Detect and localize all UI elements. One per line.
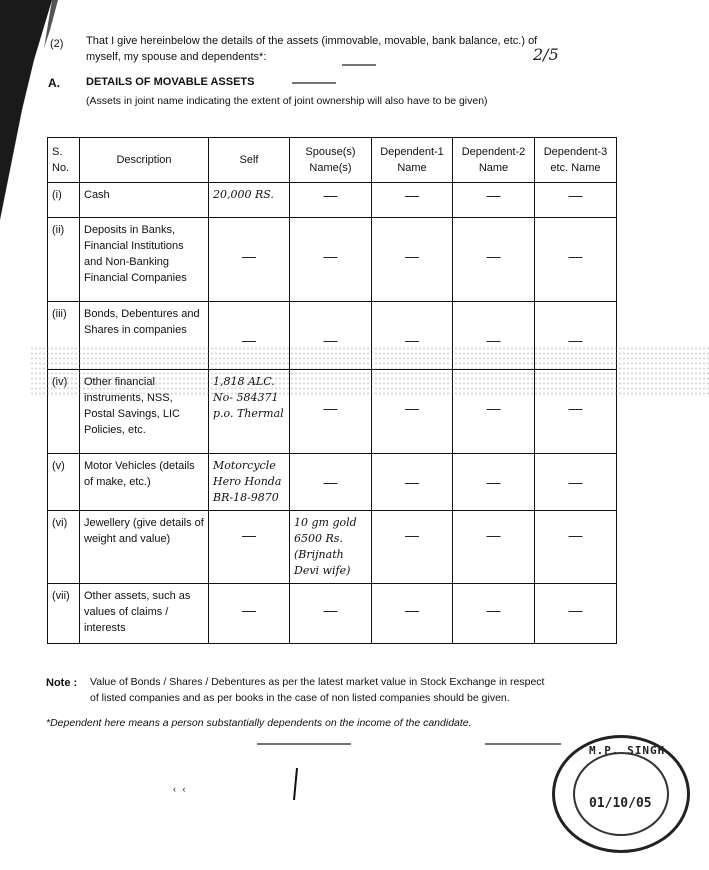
row-description: Deposits in Banks, Financial Institutions and Non-Banking Financial Companies [80,218,209,302]
self-value: 1,818 ALC. No- 584371 p.o. Thermal [209,370,290,454]
table-row [48,183,617,218]
self-value: — [242,602,256,618]
row-description: Other assets, such as values of claims / interests [80,584,209,644]
self-value: Motorcycle Hero Honda BR-18-9870 [209,454,290,511]
handwritten-underline [255,738,565,750]
section-subtitle: (Assets in joint name indicating the extent of joint ownership will also have to be given) [86,95,488,107]
dependent-3-value: — [568,602,583,618]
section-title: DETAILS OF MOVABLE ASSETS [86,76,255,88]
spouse-value: — [323,474,338,490]
row-description: Motor Vehicles (details of make, etc.) [80,454,209,511]
header-dependent-2: Dependent-2 Name [453,138,535,183]
intro-line-1: That I give hereinbelow the details of the assets (immovable, movable, bank balance, etc.) of [86,35,538,47]
header-dependent-1: Dependent-1 Name [372,138,453,183]
stamp-top-text: M.P. SINGH [589,744,666,757]
table-row [48,511,617,584]
section-letter: A. [48,76,60,90]
dependent-3-value: — [568,527,583,543]
dependent-3-value: — [568,474,583,490]
table-row [48,218,617,302]
spouse-value: — [323,248,338,264]
row-sno: (v) [48,454,80,511]
note-line-2: of listed companies and as per books in the case of non listed companies should be given. [90,692,510,704]
dependent-2-value: — [486,474,501,490]
row-sno: (vii) [48,584,80,644]
dependent-1-value: — [405,332,419,348]
dependent-2-value: — [486,400,501,416]
self-value: — [242,332,256,348]
header-sno: S. No. [48,138,80,183]
dependent-2-value: — [486,187,501,203]
item-number: (2) [50,38,64,50]
page-mark: 2/5 [533,45,559,64]
self-value: — [242,527,256,543]
header-dependent-3: Dependent-3 etc. Name [535,138,617,183]
spouse-value: 10 gm gold 6500 Rs. (Brijnath Devi wife) [290,511,372,584]
intro-line-2: myself, my spouse and dependents*: [86,51,267,63]
dependent-2-value: — [486,602,501,618]
handwritten-underline [290,80,340,86]
dependent-3-value: — [568,400,583,416]
row-sno: (i) [48,183,80,218]
spouse-value: — [323,400,338,416]
self-value: 20,000 RS. [209,183,290,218]
self-value: — [242,248,256,264]
signature-stroke [288,766,304,802]
dependent-1-value: — [405,527,419,543]
dependent-2-value: — [486,248,501,264]
spouse-value: — [323,602,338,618]
dependent-1-value: — [405,602,419,618]
stamp-date: 01/10/05 [589,796,652,811]
dependent-3-value: — [568,248,583,264]
dependent-1-value: — [405,474,419,490]
spouse-value: — [323,332,338,348]
table-header-row [48,138,617,183]
row-description: Jewellery (give details of weight and value) [80,511,209,584]
note-label: Note : [46,677,78,689]
scan-marks: ‹ ‹ [173,784,188,794]
header-self: Self [209,138,290,183]
row-sno: (ii) [48,218,80,302]
dependent-3-value: — [568,332,583,348]
table-row [48,454,617,511]
row-sno: (iii) [48,302,80,370]
row-description: Other financial instruments, NSS, Postal Savings, LIC Policies, etc. [80,370,209,454]
header-description: Description [80,138,209,183]
dependent-2-value: — [486,332,501,348]
scan-noise-band [30,346,709,396]
dependent-2-value: — [486,527,501,543]
dependent-footnote: *Dependent here means a person substantially dependents on the income of the candidate. [46,717,472,729]
header-spouse: Spouse(s) Name(s) [290,138,372,183]
dependent-1-value: — [405,400,419,416]
row-description: Cash [80,183,209,218]
row-description: Bonds, Debentures and Shares in companies [80,302,209,370]
handwritten-underline [340,62,380,68]
official-stamp [552,735,690,853]
row-sno: (vi) [48,511,80,584]
table-row [48,584,617,644]
spouse-value: — [323,187,338,203]
row-sno: (iv) [48,370,80,454]
dependent-1-value: — [405,248,419,264]
note-line-1: Value of Bonds / Shares / Debentures as per the latest market value in Stock Exchange in respect [90,676,545,688]
dependent-3-value: — [568,187,583,203]
dependent-1-value: — [405,187,419,203]
